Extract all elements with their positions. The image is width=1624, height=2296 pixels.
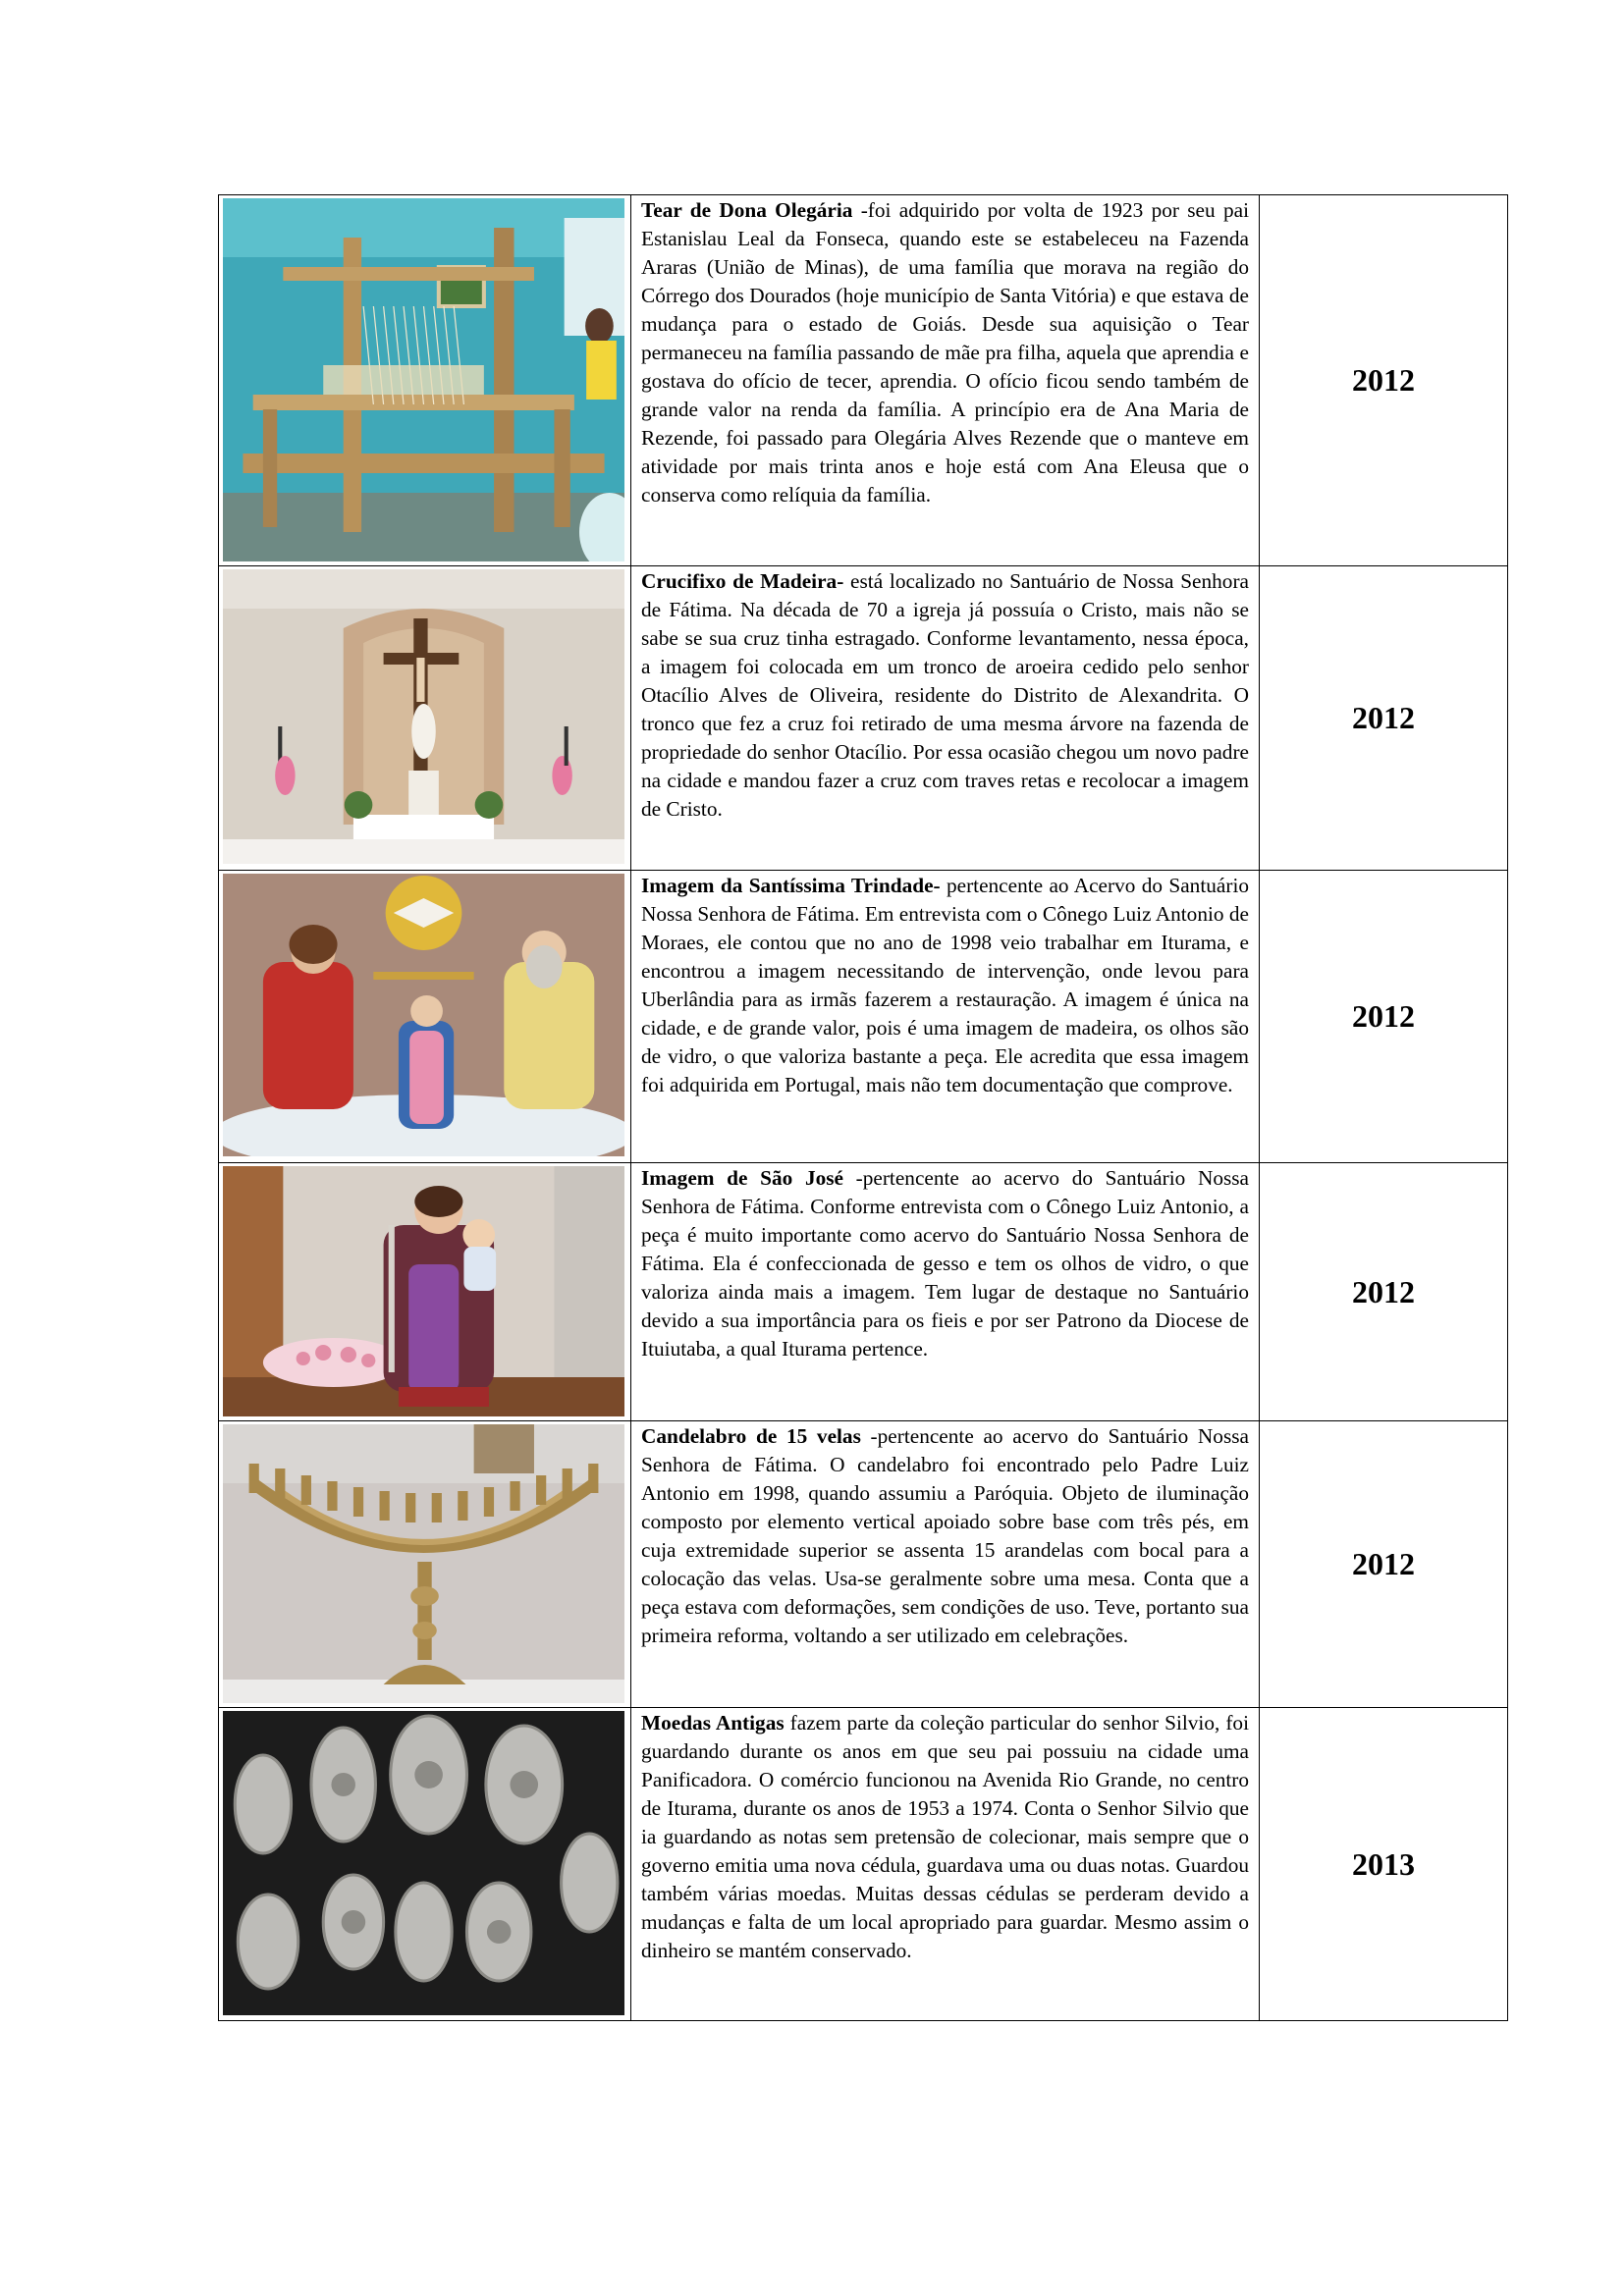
item-description: está localizado no Santuário de Nossa Senhora de Fátima. Na década de 70 a igreja já possuía o Cristo, mais não se sabe se sua cruz tinha estragado. Conforme levantamento, nessa época, a imagem foi colocada em um tronco de aroeira cedido pelo senhor Otacílio Alves de Oliveira, residente do Distrito de Alexandrita. O tronco que fez a cruz foi retirado de uma mesma árvore na fazenda de propriedade do senhor Otacílio. Por essa ocasião chegou um novo padre na cidade e mandou fazer a cruz com traves retas e recolocar a imagem de Cristo. <box>641 569 1249 821</box>
year-value: 2012 <box>1352 700 1415 735</box>
trinity-photo <box>223 874 624 1156</box>
table-row <box>219 566 1508 871</box>
item-description: -pertencente ao acervo do Santuário Nossa Senhora de Fátima. O candelabro foi encontrado pelo Padre Luiz Antonio em 1998, quando assumiu a Paróquia. Objeto de iluminação composto por elemento vertical apoiado sobre base com três pés, em cuja extremidade superior se assenta 15 arandelas com bocal para a colocação das velas. Usa-se geralmente sobre uma mesa. Conta que a peça estava com deformações, sem condições de uso. Teve, portanto sua primeira reforma, voltando a ser utilizado em celebrações. <box>641 1424 1249 1647</box>
photo-cell <box>219 566 631 871</box>
candelabrum-photo <box>223 1424 624 1703</box>
loom-photo <box>223 198 624 561</box>
item-description: -foi adquirido por volta de 1923 por seu pai Estanislau Leal da Fonseca, quando este se estabeleceu na Fazenda Araras (União de Minas), de uma família que morava na região do Córrego dos Dourados (hoje município de Santa Vitória) e que estava de mudança para o estado de Goiás. Desde sua aquisição o Tear permaneceu na família passando de mãe pra filha, aquela que aprendia e gostava do ofício de tecer, aprendia. O ofício ficou sendo também de grande valor na renda da família. A princípio era de Ana Maria de Rezende, foi passado para Olegária Alves Rezende que o manteve em atividade por mais trinta anos e hoje está com Ana Eleusa que o conserva como relíquia da família. <box>641 198 1249 507</box>
year-cell <box>1260 1163 1508 1421</box>
description-cell <box>631 871 1260 1163</box>
item-title: Imagem de São José <box>641 1166 843 1190</box>
photo-cell <box>219 1708 631 2021</box>
table-row <box>219 1163 1508 1421</box>
year-value: 2012 <box>1352 362 1415 398</box>
year-cell <box>1260 871 1508 1163</box>
year-cell <box>1260 566 1508 871</box>
item-title: Tear de Dona Olegária <box>641 198 853 222</box>
crucifix-photo <box>223 569 624 864</box>
item-title: Crucifixo de Madeira- <box>641 569 844 593</box>
table-row <box>219 195 1508 566</box>
description-cell <box>631 1421 1260 1708</box>
photo-cell <box>219 871 631 1163</box>
description-cell <box>631 566 1260 871</box>
saint-joseph-photo <box>223 1166 624 1416</box>
year-value: 2012 <box>1352 998 1415 1034</box>
year-value: 2012 <box>1352 1546 1415 1581</box>
heritage-inventory-table <box>218 194 1508 2021</box>
year-value: 2013 <box>1352 1845 1415 1882</box>
item-description: pertencente ao Acervo do Santuário Nossa Senhora de Fátima. Em entrevista com o Cônego Luiz Antonio de Moraes, ele contou que no ano de 1998 veio trabalhar em Iturama, e encontrou a imagem necessitando de intervenção, onde levou para Uberlândia para as irmãs fazerem a restauração. A imagem é única na cidade, e de grande valor, pois é uma imagem de madeira, os olhos são de vidro, o que valoriza bastante a peça. Ele acredita que essa imagem foi adquirida em Portugal, mais não tem documentação que comprove. <box>641 874 1250 1096</box>
table-row <box>219 1708 1508 2021</box>
table-row <box>219 1421 1508 1708</box>
description-cell <box>631 1163 1260 1421</box>
year-value: 2012 <box>1352 1273 1415 1309</box>
coins-photo <box>223 1711 624 2015</box>
description-cell <box>631 195 1260 566</box>
description-cell <box>631 1708 1260 2021</box>
item-title: Imagem da Santíssima Trindade- <box>641 874 941 897</box>
photo-cell <box>219 1421 631 1708</box>
photo-cell <box>219 1163 631 1421</box>
item-title: Moedas Antigas <box>641 1711 785 1735</box>
photo-cell <box>219 195 631 566</box>
item-description: -pertencente ao acervo do Santuário Nossa Senhora de Fátima. Conforme entrevista com o Cônego Luiz Antonio, a peça é muito importante como acervo do Santuário Nossa Senhora de Fátima. Ela é confeccionada de gesso e tem os olhos de vidro, o que valoriza ainda mais a imagem. Tem lugar de destaque no Santuário devido a sua importância para os fieis e por ser Patrono da Diocese de Ituiutaba, a qual Iturama pertence. <box>641 1166 1249 1361</box>
year-cell <box>1260 1708 1508 2021</box>
year-cell <box>1260 195 1508 566</box>
item-description: fazem parte da coleção particular do senhor Silvio, foi guardando durante os anos em que seu pai possuiu na cidade uma Panificadora. O comércio funcionou na Avenida Rio Grande, no centro de Iturama, durante os anos de 1953 a 1974. Conta o Senhor Silvio que ia guardando as notas sem pretensão de colecionar, mais sempre que o governo emitia uma nova cédula, guardava uma ou duas notas. Guardou também várias moedas. Muitas dessas cédulas se perderam devido a mudanças e falta de um local apropriado para guardar. Mesmo assim o dinheiro se mantém conservado. <box>641 1711 1249 1962</box>
item-title: Candelabro de 15 velas <box>641 1424 861 1448</box>
table-row <box>219 871 1508 1163</box>
year-cell <box>1260 1421 1508 1708</box>
